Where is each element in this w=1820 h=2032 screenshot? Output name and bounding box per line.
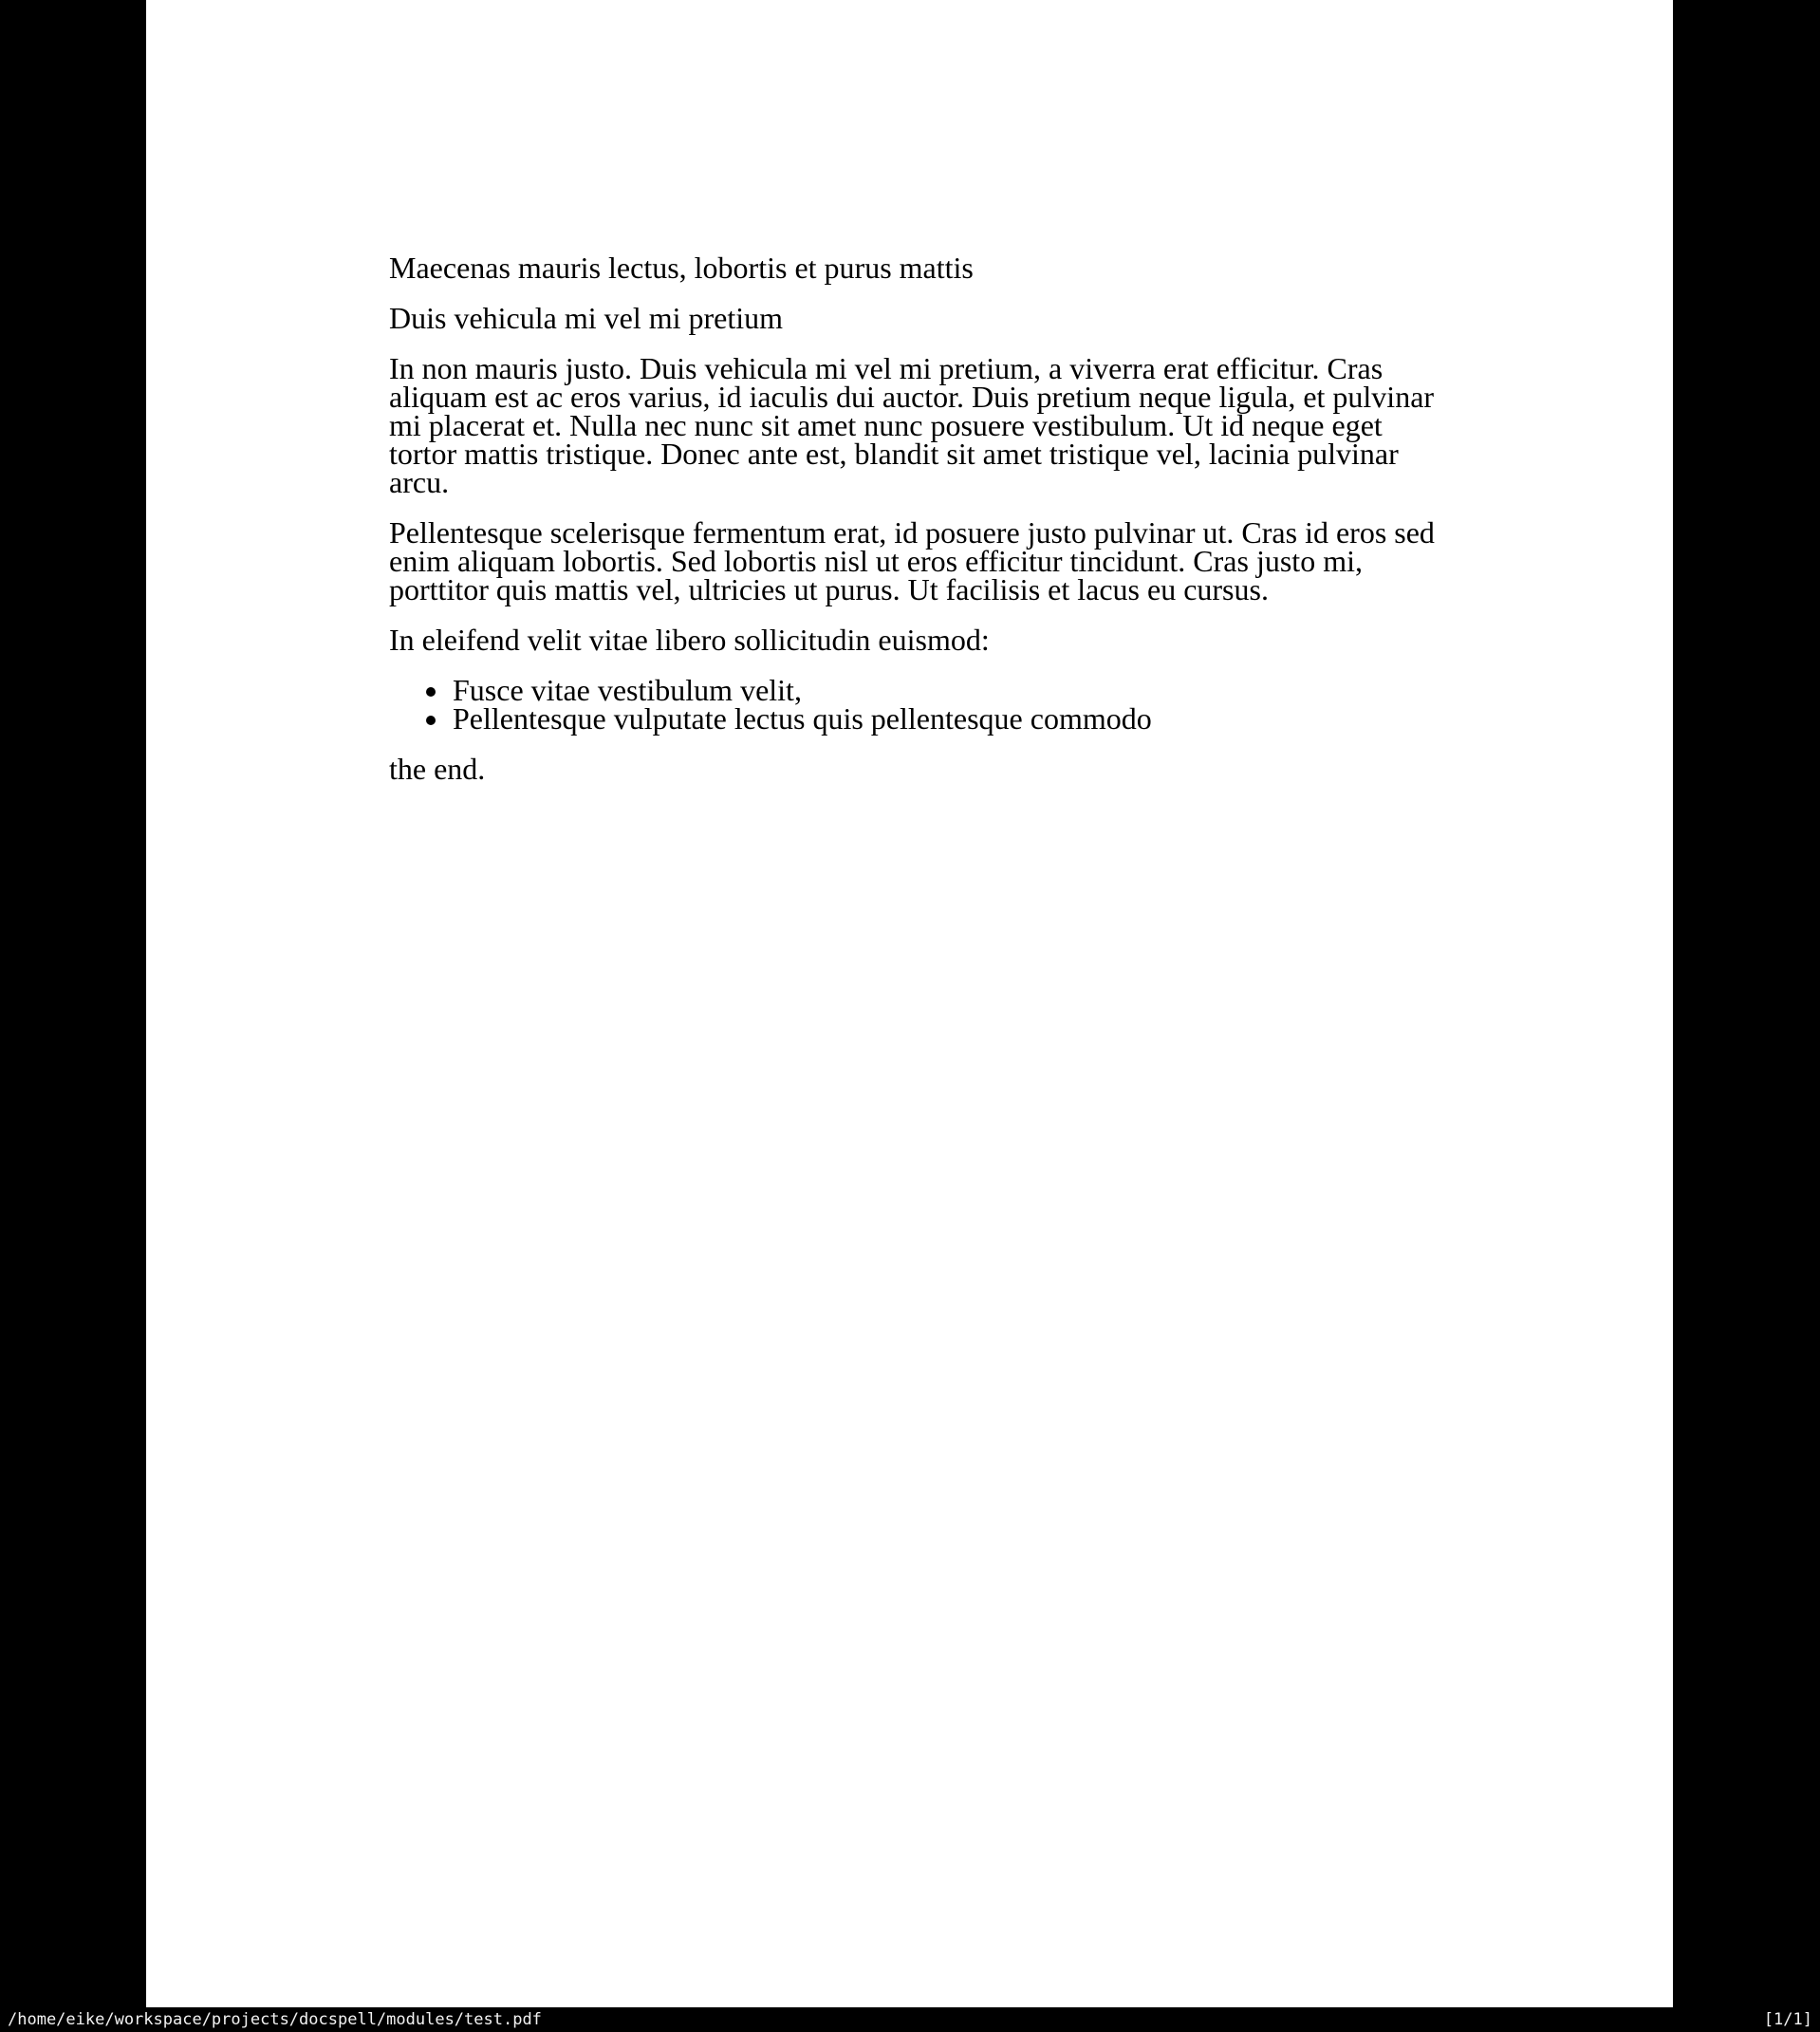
pdf-page[interactable] xyxy=(146,0,1673,2007)
list-item: • Pellentesque vulputate lectus quis pellentesque commodo xyxy=(451,704,1438,733)
list-item: • Fusce vitae vestibulum velit, xyxy=(451,676,1438,704)
document-content xyxy=(146,0,1673,786)
doc-list-intro: In eleifend velit vitae libero sollicitudin euismod: xyxy=(389,623,990,657)
doc-paragraph-2: Pellentesque scelerisque fermentum erat, id posuere justo pulvinar ut. Cras id eros sed enim aliquam lobortis. Sed lobortis nisl ut eros efficitur tincidunt. Cras justo mi, porttitor quis mattis vel, ultricies ut purus. Ut facilisis et lacus eu cursus. xyxy=(389,515,1435,606)
doc-intro-line-2: Duis vehicula mi vel mi pretium xyxy=(389,301,784,335)
doc-bullet-list xyxy=(389,673,1438,736)
status-bar xyxy=(0,2007,1820,2032)
doc-paragraph-1: In non mauris justo. Duis vehicula mi vel mi pretium, a viverra erat efficitur. Cras aliquam est ac eros varius, id iaculis dui auctor. Duis pretium neque ligula, et pulvinar mi placerat et. Nulla nec nunc sit amet nunc posuere vestibulum. Ut id neque eget tortor mattis tristique. Donec ante est, blandit sit amet tristique vel, lacinia pulvinar arcu. xyxy=(389,351,1435,499)
status-file-path: /home/eike/workspace/projects/docspell/modules/test.pdf xyxy=(8,2010,542,2029)
doc-intro-line-1: Maecenas mauris lectus, lobortis et purus mattis xyxy=(389,251,974,285)
status-page-indicator: [1/1] xyxy=(1763,2010,1812,2029)
doc-closing: the end. xyxy=(389,752,486,786)
